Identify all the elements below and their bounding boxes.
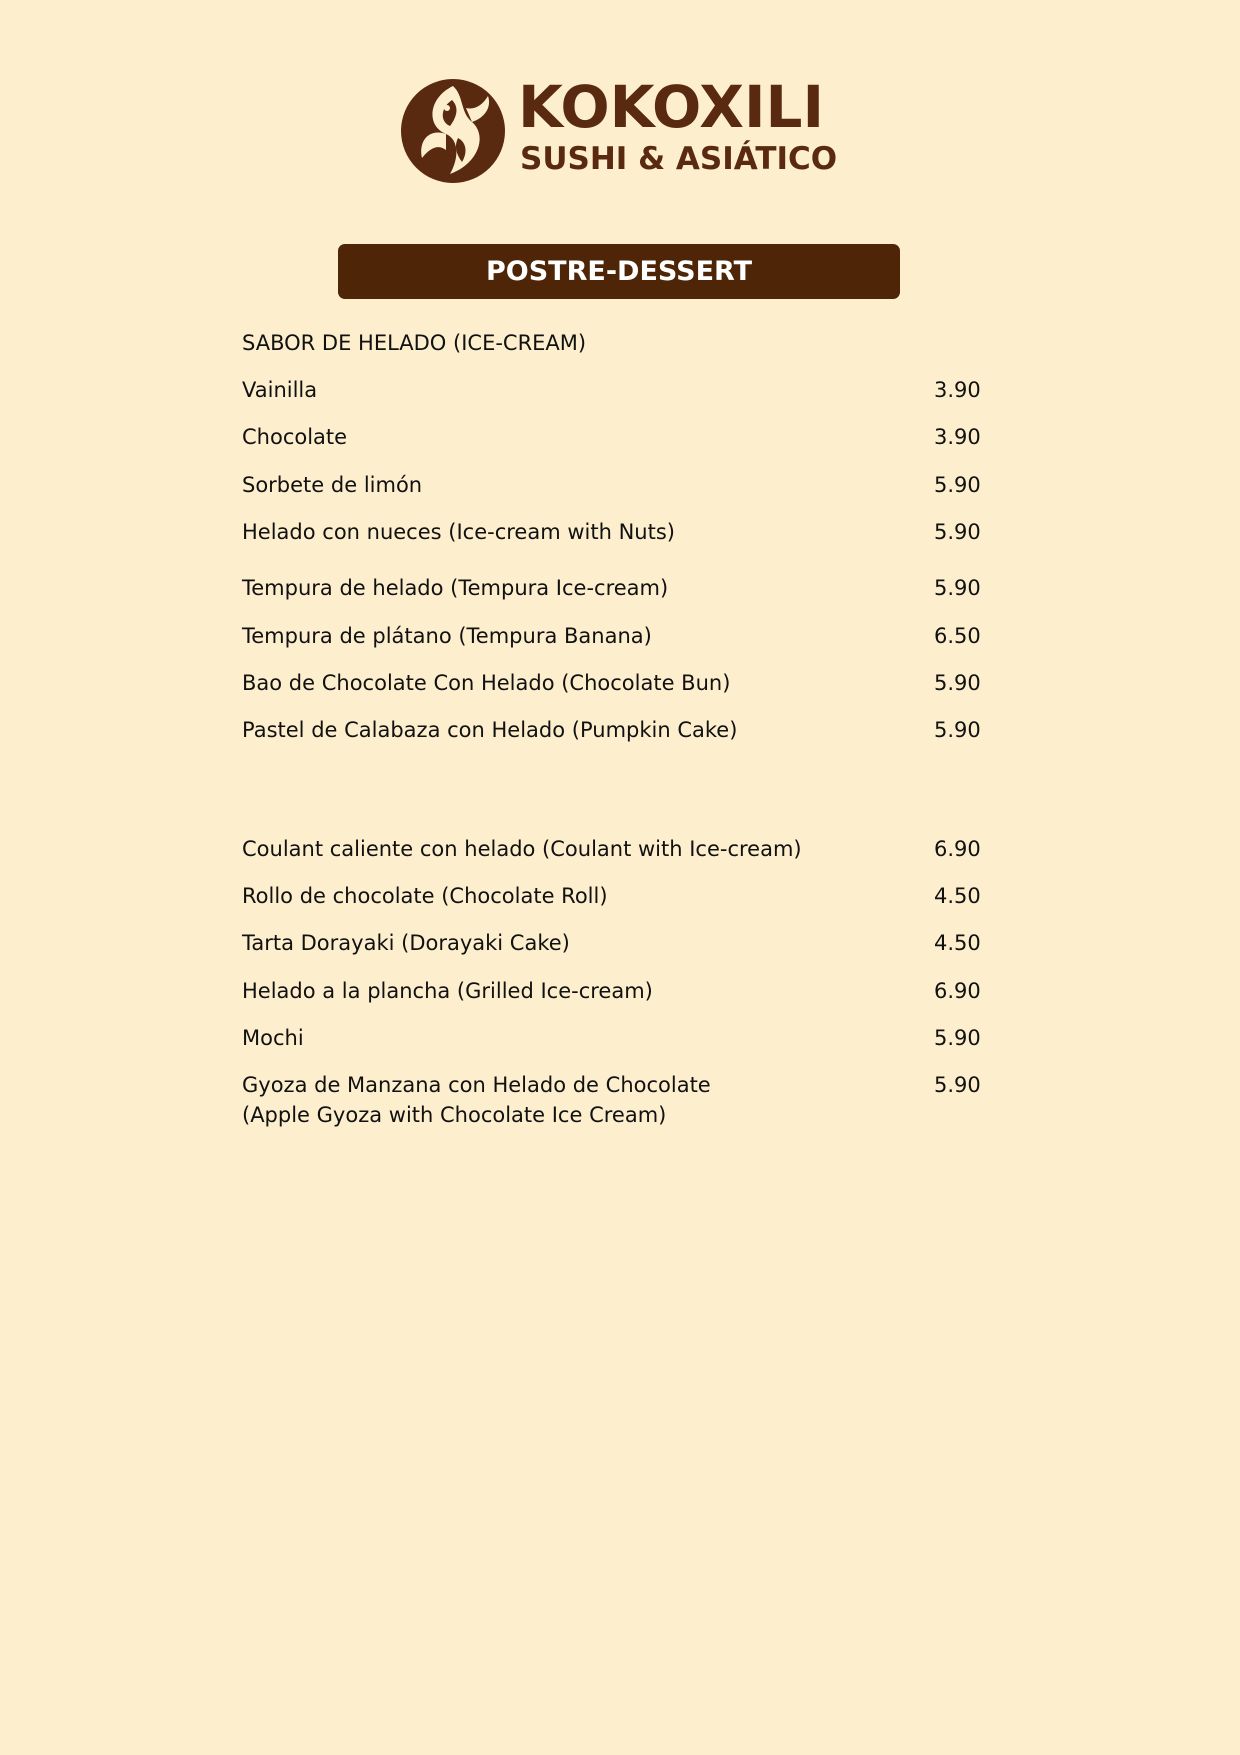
menu-item-price: 4.50 xyxy=(934,884,981,908)
menu-item-price: 5.90 xyxy=(934,1073,981,1097)
menu-item-name: Chocolate xyxy=(242,425,348,449)
menu-item-price: 5.90 xyxy=(934,520,981,544)
menu-item-price: 5.90 xyxy=(934,718,981,742)
ice-cream-subheading: SABOR DE HELADO (ICE-CREAM) xyxy=(242,331,587,355)
menu-item-price: 3.90 xyxy=(934,425,981,449)
menu-item-price: 6.90 xyxy=(934,979,981,1003)
menu-item-name: Sorbete de limón xyxy=(242,473,423,497)
menu-item-name: Helado a la plancha (Grilled Ice-cream) xyxy=(242,979,653,1003)
menu-item-price: 6.50 xyxy=(934,624,981,648)
menu-item-name: Coulant caliente con helado (Coulant with Ice-cream) xyxy=(242,837,802,861)
menu-item-price: 5.90 xyxy=(934,1026,981,1050)
menu-item-price: 3.90 xyxy=(934,378,981,402)
menu-item-price: 6.90 xyxy=(934,837,981,861)
menu-item-name: Mochi xyxy=(242,1026,304,1050)
menu-item-name-translation: (Apple Gyoza with Chocolate Ice Cream) xyxy=(242,1103,667,1127)
menu-item-name: Vainilla xyxy=(242,378,318,402)
brand-logo xyxy=(400,73,840,188)
menu-item-name: Pastel de Calabaza con Helado (Pumpkin Cake) xyxy=(242,718,738,742)
menu-item-name: Bao de Chocolate Con Helado (Chocolate Bun) xyxy=(242,671,731,695)
menu-item-price: 5.90 xyxy=(934,473,981,497)
section-title-banner: POSTRE-DESSERT xyxy=(338,244,900,299)
brand-name: KOKOXILI xyxy=(518,73,825,141)
menu-item-name: Tempura de helado (Tempura Ice-cream) xyxy=(242,576,669,600)
koi-fish-emblem-icon xyxy=(400,78,506,184)
brand-tagline: SUSHI & ASIÁTICO xyxy=(520,141,838,177)
menu-item-name: Helado con nueces (Ice-cream with Nuts) xyxy=(242,520,675,544)
menu-item-name: Tarta Dorayaki (Dorayaki Cake) xyxy=(242,931,570,955)
menu-item-price: 5.90 xyxy=(934,671,981,695)
menu-item-name: Rollo de chocolate (Chocolate Roll) xyxy=(242,884,608,908)
menu-item-name: Tempura de plátano (Tempura Banana) xyxy=(242,624,652,648)
menu-item-price: 4.50 xyxy=(934,931,981,955)
menu-item-name: Gyoza de Manzana con Helado de Chocolate xyxy=(242,1073,711,1097)
menu-item-price: 5.90 xyxy=(934,576,981,600)
